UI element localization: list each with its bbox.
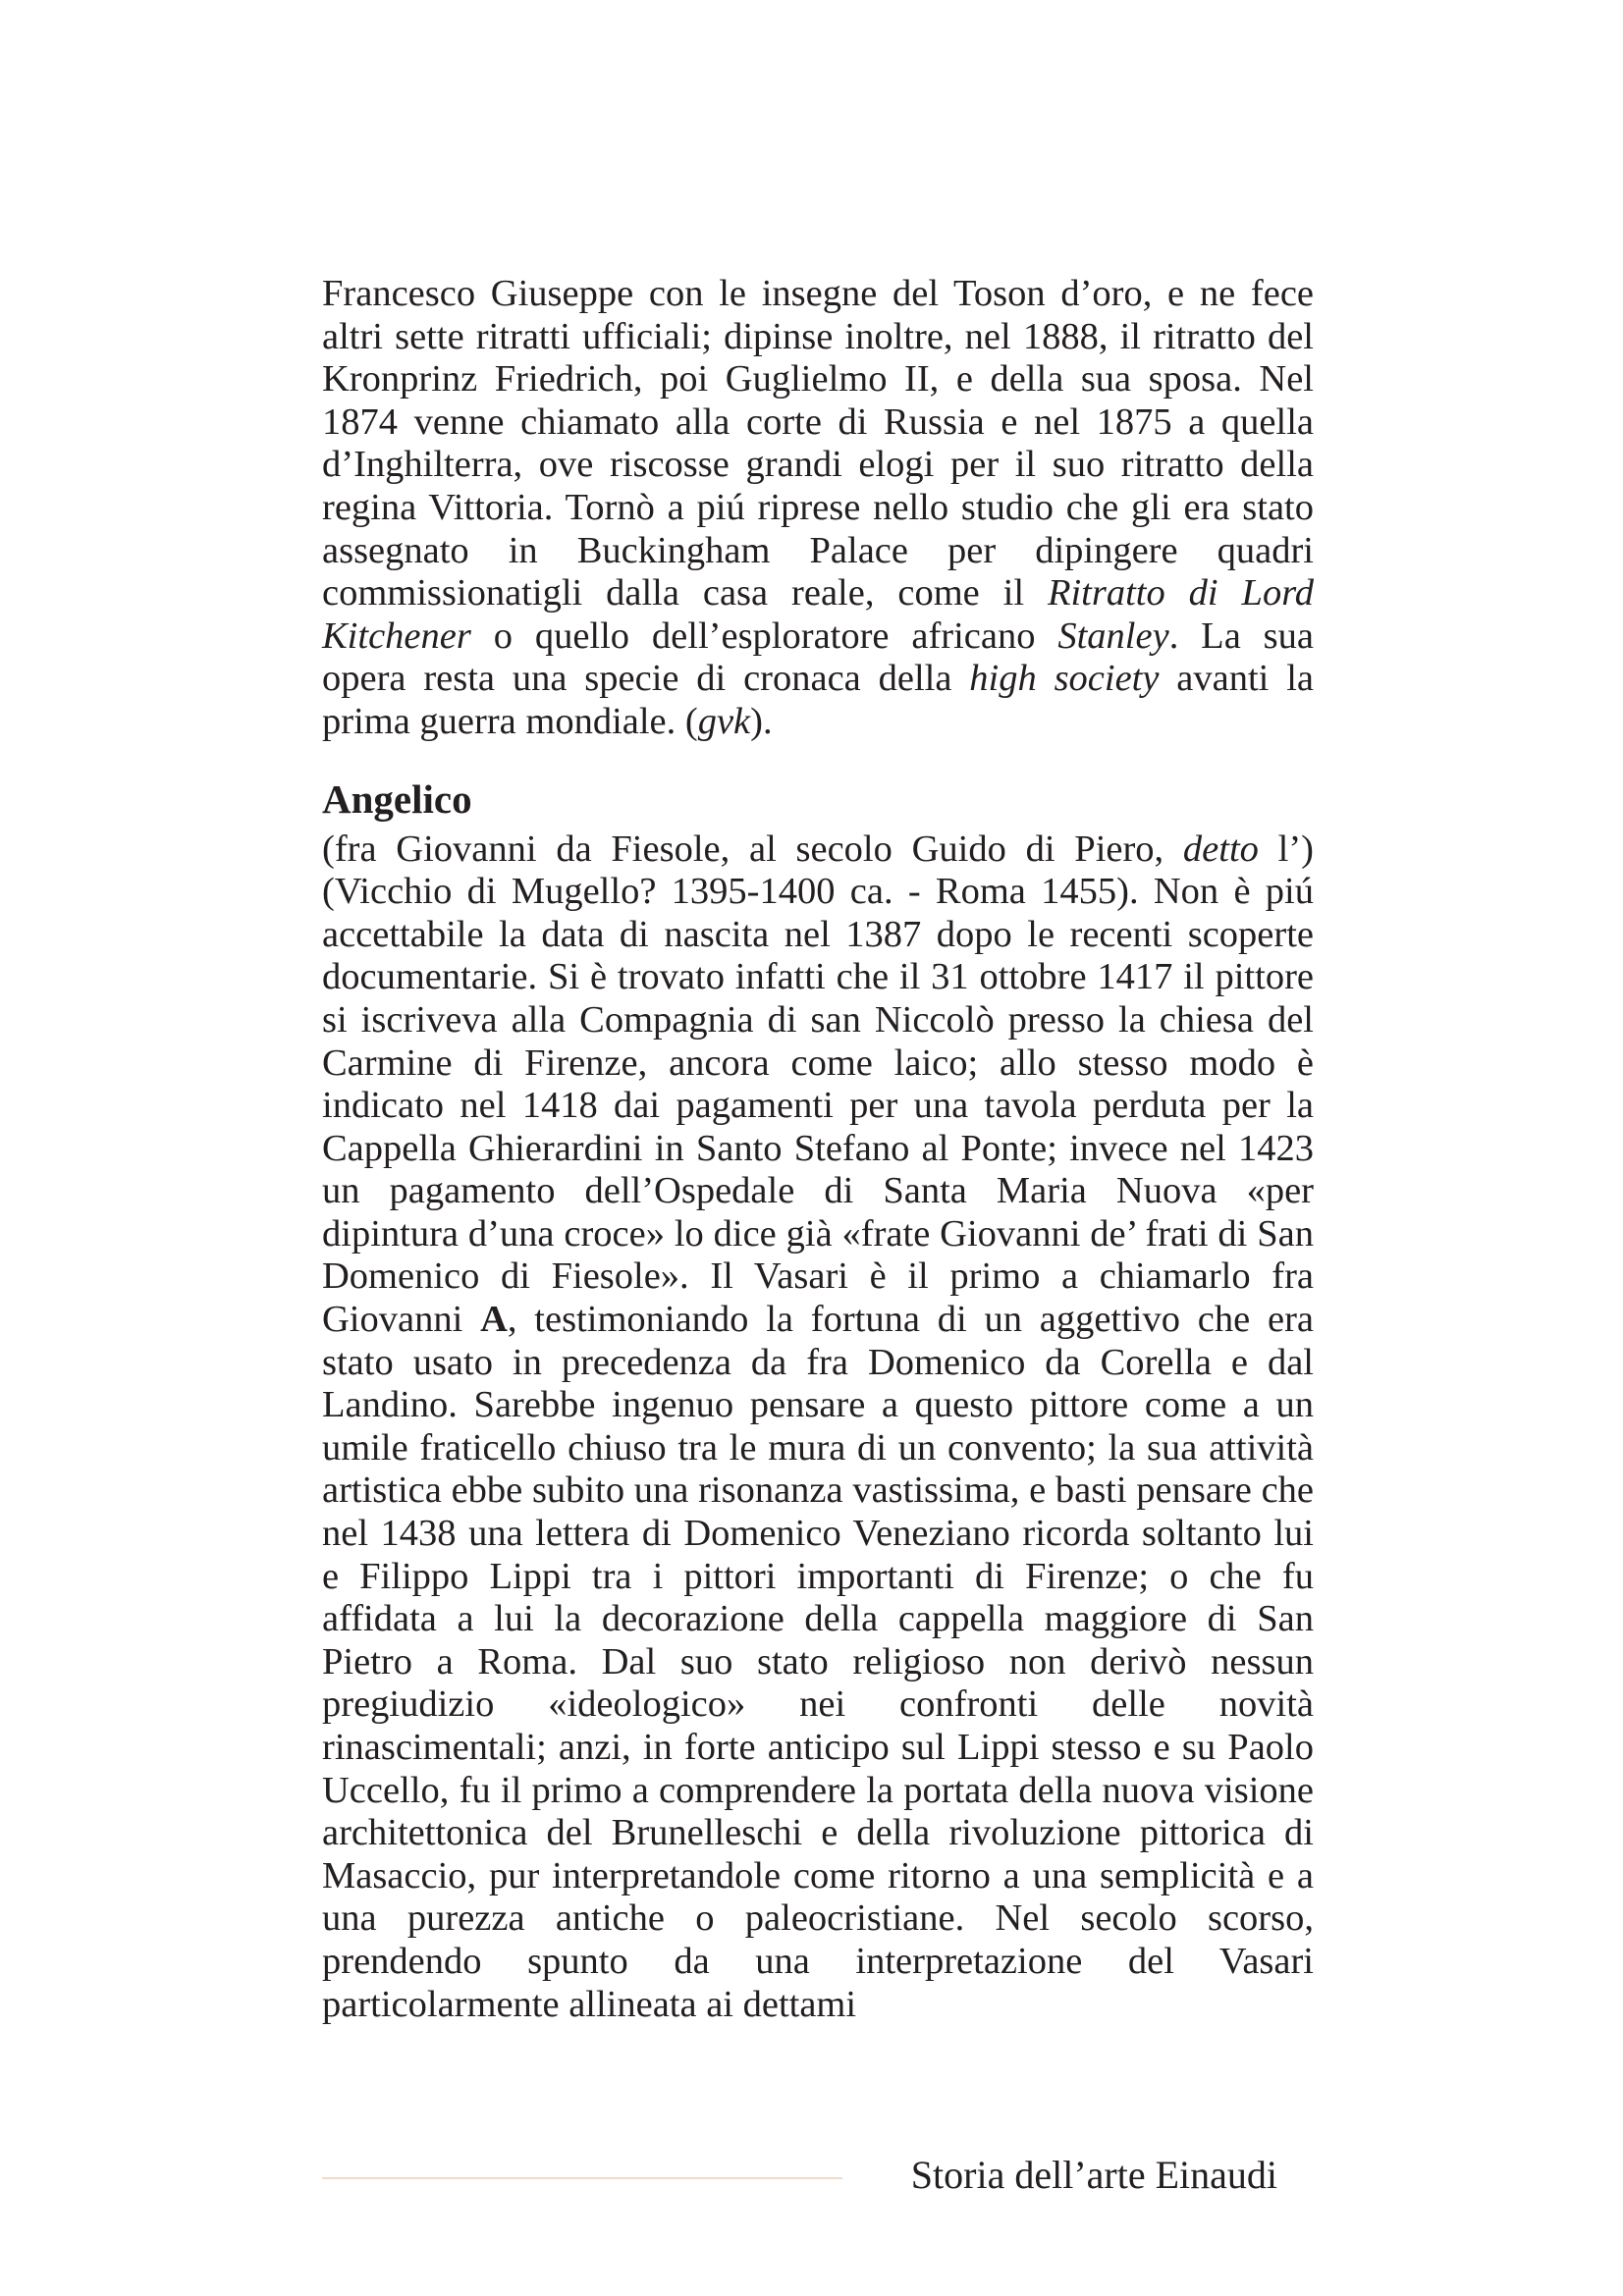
footer-rule: [322, 2177, 842, 2179]
text-run: high society: [969, 658, 1160, 700]
text-run: detto: [1182, 828, 1259, 870]
text-run: . La sua opera resta una specie di cronaca della: [322, 614, 1314, 700]
entry-paragraph: [322, 828, 1314, 2027]
text-run: Francesco Giuseppe con le insegne del Toson d’oro, e ne fece altri sette ritratti ufficiali; dipinse inoltre, nel 1888, il ritratto del Kronprinz Friedrich, poi Guglielmo II, e della sua sposa. Nel 1874 venne chiamato alla corte di Russia e nel 1875 a quella d’Inghilterra, ove riscosse grandi elogi per il suo ritratto della regina Vittoria. Tornò a piú riprese nello studio che gli era stato assegnato in Buckingham Palace per dipingere quadri commissionatigli dalla casa reale, come il: [322, 273, 1314, 614]
text-run: , testimoniando la fortuna di un aggettivo che era stato usato in precedenza da fra Domenico da Corella e dal Landino. Sarebbe ingenuo pensare a questo pittore come a un umile fraticello chiuso tra le mura di un convento; la sua attività artistica ebbe subito una risonanza vastissima, e basti pensare che nel 1438 una lettera di Domenico Veneziano ricorda soltanto lui e Filippo Lippi tra i pittori importanti di Firenze; o che fu affidata a lui la decorazione della cappella maggiore di San Pietro a Roma. Dal suo stato religioso non derivò nessun pregiudizio «ideologico» nei confronti delle novità rinascimentali; anzi, in forte anticipo sul Lippi stesso e su Paolo Uccello, fu il primo a comprendere la portata della nuova visione architettonica del Brunelleschi e della rivoluzione pittorica di Masaccio, pur interpretandole come ritorno a una semplicità e a una purezza antiche o paleocristiane. Nel secolo scorso, prendendo spunto da una interpretazione del Vasari particolarmente allineata ai dettami: [322, 1299, 1314, 2025]
text-run: ).: [750, 700, 773, 742]
page-body: [322, 273, 1314, 2026]
text-run: A: [480, 1299, 508, 1341]
text-run: o quello dell’esploratore africano: [470, 614, 1058, 657]
entry-title: Angelico: [322, 775, 472, 822]
text-run: (fra Giovanni da Fiesole, al secolo Guido di Piero,: [322, 828, 1183, 870]
text-run: gvk: [697, 700, 751, 742]
text-run: l’) (Vicchio di Mugello? 1395-1400 ca. - Roma 1455). Non è piú accettabile la data di nascita nel 1387 dopo le recenti scoperte documentarie. Si è trovato infatti che il 31 ottobre 1417 il pittore si iscriveva alla Compagnia di san Niccolò presso la chiesa del Carmine di Firenze, ancora come laico; allo stesso modo è indicato nel 1418 dai pagamenti per una tavola perduta per la Cappella Ghierardini in Santo Stefano al Ponte; invece nel 1423 un pagamento dell’Ospedale di Santa Maria Nuova «per dipintura d’una croce» lo dice già «frate Giovanni de’ frati di San Domenico di Fiesole». Il Vasari è il primo a chiamarlo fra Giovanni: [322, 828, 1314, 1341]
footer-title: Storia dell’arte Einaudi: [910, 2153, 1277, 2197]
first-paragraph: [322, 273, 1314, 744]
text-run: Ritratto di Lord Kitchener: [322, 572, 1315, 657]
text-run: Stanley: [1057, 614, 1169, 657]
text-run: avanti la prima guerra mondiale. (: [322, 658, 1315, 742]
